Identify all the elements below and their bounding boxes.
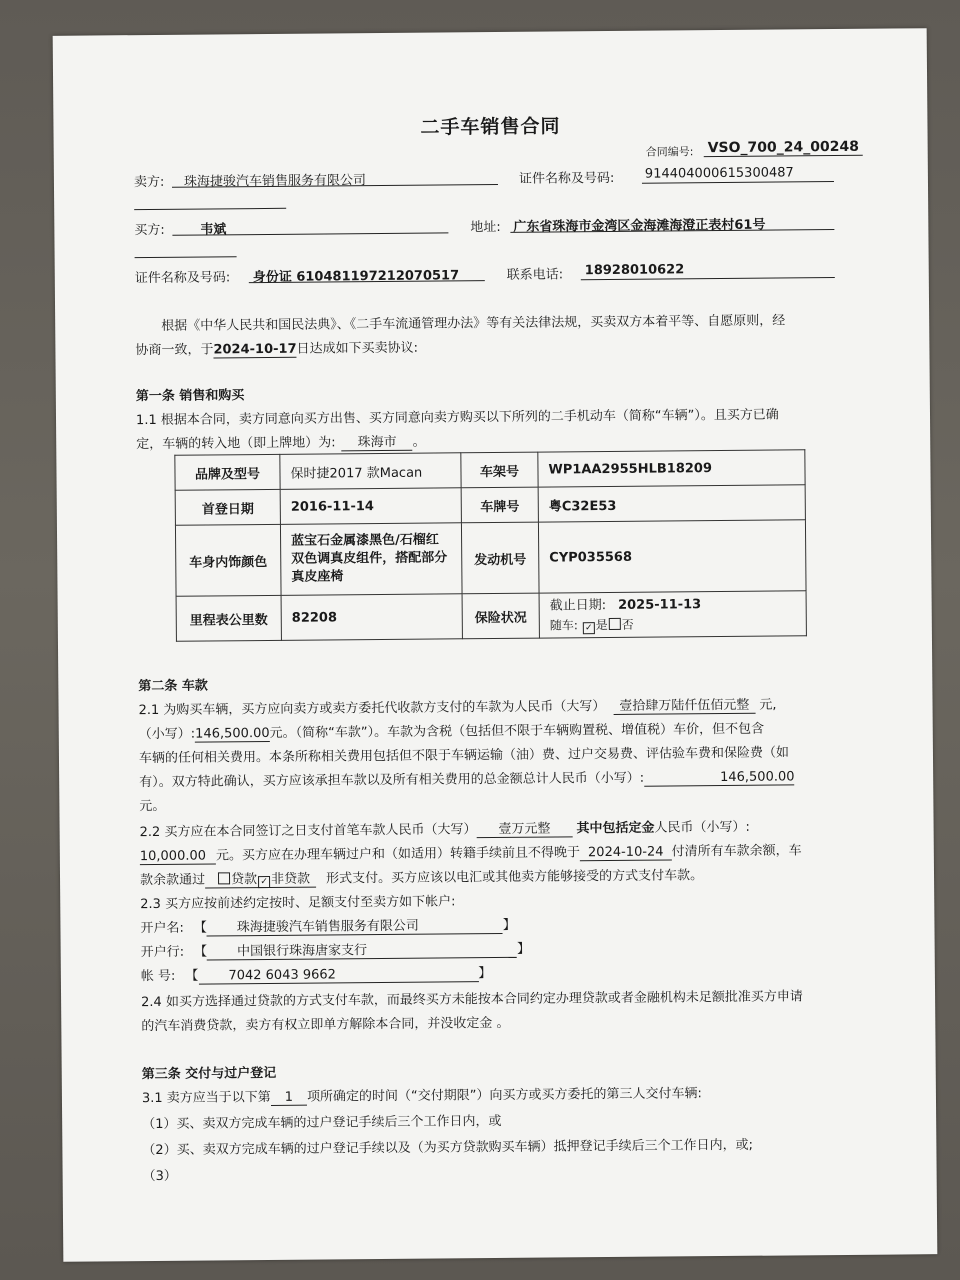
table-row <box>176 591 806 641</box>
article-2-1-line-2 <box>139 718 764 742</box>
article-1-1-line-2: 定，车辆的转入地（即上牌地）为: 珠海市 。 <box>136 431 426 454</box>
account-no-label: 帐 号: <box>140 968 176 985</box>
brand-label: 品牌及型号 <box>175 454 280 490</box>
buyer-id-label: 证件名称及号码: <box>134 270 231 287</box>
first-reg-value: 2016-11-14 <box>280 488 461 525</box>
insurance-expiry-label: 截止日期: <box>549 598 607 614</box>
price-lowercase: 146,500.00 <box>195 725 270 742</box>
article-2-1-line-3: 车辆的任何相关费用。本条所称相关费用包括但不限于车辆运输（油）费、过户交易费、评估验车费和保险费（如 <box>138 745 790 767</box>
article-2-title: 第二条 车款 <box>138 678 208 695</box>
article-2-2-line-3 <box>140 864 703 889</box>
art2-1-text-d: 元。（简称“车款”）。车款为含税（包括但不限于车辆购置税、增值税）车价，但不包含 <box>269 721 765 741</box>
engine-value: CYP035568 <box>538 520 806 593</box>
intro-line-2 <box>135 337 418 358</box>
account-no-row: 帐 号: 【 7042 6043 9662 】 <box>140 966 492 985</box>
buyer-address: 广东省珠海市金湾区金海滩海澄正表村61号 <box>513 217 766 235</box>
color-label: 车身内饰颜色 <box>175 524 281 596</box>
art2-1-text-b: 元, <box>759 697 777 713</box>
table-row <box>175 520 806 596</box>
account-bank-label: 开户行: <box>140 944 185 961</box>
seller-id-label: 证件名称及号码: <box>518 170 615 187</box>
article-3-1 <box>142 1082 702 1107</box>
phone-label: 联系电话: <box>506 267 564 283</box>
vin-label: 车架号 <box>461 452 538 488</box>
contract-paper <box>53 28 938 1262</box>
checked-box-icon[interactable]: ✓ <box>258 876 270 888</box>
article-2-2-line-2 <box>140 839 802 865</box>
art2-1-text-f: 有）。双方特此确认，买方应该承担车款以及所有相关费用的总金额总计人民币（小写）: <box>139 770 645 791</box>
art2-1-text-a: 2.1 为购买车辆，买方应向卖方或卖方委托代收款方支付的车款为人民币（大写） <box>138 699 606 719</box>
total-amount: 146,500.00 <box>644 769 795 786</box>
account-name: 珠海捷骏汽车销售服务有限公司 <box>207 914 503 937</box>
contract-no: VSO_700_24_00248 <box>704 139 863 157</box>
article-1-1-line-1: 1.1 根据本合同，卖方同意向买方出售、买方同意向卖方购买以下所列的二手机动车（简称“车辆”）。且买方已确 <box>135 407 779 429</box>
art2-2-text-g: 形式支付。买方应该以电汇或其他卖方能够接受的方式支付车款。 <box>326 868 704 887</box>
table-row <box>175 450 805 490</box>
contract-no-label: 合同编号: <box>645 145 694 159</box>
vehicle-info-table <box>174 449 807 641</box>
seller-label: 卖方: <box>133 174 165 191</box>
address-underline-2 <box>135 256 237 258</box>
art1-text: 定，车辆的转入地（即上牌地）为: <box>136 435 336 453</box>
article-2-1-line-1 <box>138 694 776 720</box>
agreement-date: 2024-10-17 <box>213 341 297 358</box>
account-bank: 中国银行珠海唐家支行 <box>207 938 517 961</box>
insurance-label: 保险状况 <box>462 593 539 639</box>
account-number: 7042 6043 9662 <box>198 966 478 984</box>
no-loan-option: 非贷款 <box>271 871 311 887</box>
buyer-name: 韦斌 <box>200 222 227 238</box>
intro-line-1: 根据《中华人民共和国民法典》、《二手车流通管理办法》等有关法律法规，买卖双方本着平等、自愿原则，经 <box>161 313 786 334</box>
mileage-label: 里程表公里数 <box>176 595 281 641</box>
plate-label: 车牌号 <box>461 487 538 523</box>
art2-2-text-e: 付清所有车款余额，车 <box>671 843 802 860</box>
buyer-label: 买方: <box>134 222 165 239</box>
art3-1-text-a: 3.1 卖方应当于以下第 <box>141 1089 271 1107</box>
article-2-1-line-4 <box>139 765 794 791</box>
art2-2-text-f: 款余款通过 <box>139 872 206 889</box>
plate-value: 粤C32E53 <box>538 485 805 522</box>
intro-text-a: 协商一致，于 <box>135 342 214 359</box>
buyer-phone: 18928010622 <box>584 262 685 279</box>
checkbox-icon[interactable] <box>218 872 230 884</box>
seller-id: 914404000615300487 <box>644 165 794 182</box>
article-3-option-3: （3） <box>142 1168 177 1185</box>
brand-value: 保时捷2017 款Macan <box>280 453 461 490</box>
article-2-4-line-1: 2.4 如买方选择通过贷款的方式支付车款，而最终买方未能按本合同约定办理贷款或者金融机构未足额批准买方申请 <box>141 989 803 1011</box>
art2-1-text-c: （小写）: <box>138 726 196 743</box>
buyer-id: 身份证 610481197212070517 <box>252 268 460 286</box>
document-title: 二手车销售合同 <box>420 115 561 139</box>
insurance-follow-label: 随车: <box>549 618 578 633</box>
table-row <box>175 485 805 525</box>
article-3-title: 第三条 交付与过户登记 <box>141 1065 277 1083</box>
article-1-title: 第一条 销售和购买 <box>135 388 245 405</box>
delivery-item-number: 1 <box>271 1090 307 1106</box>
yes-option: 是 <box>595 618 608 633</box>
art3-1-text-b: 项所确定的时间（“交付期限”）向买方或买方委托的第三人交付车辆: <box>306 1086 702 1105</box>
seller-name: 珠海捷骏汽车销售服务有限公司 <box>183 173 367 190</box>
art2-2-text-a: 2.2 买方应在本合同签订之日支付首笔车款人民币（大写） <box>139 822 477 841</box>
insurance-cell <box>539 591 806 638</box>
article-2-4-line-2: 的汽车消费贷款，卖方有权立即单方解除本合同，并没收定金 。 <box>141 1015 510 1035</box>
price-uppercase: 壹拾肆万陆仟伍佰元整 <box>613 694 755 715</box>
registration-city: 珠海市 <box>342 431 413 452</box>
seller-id-underline-2 <box>134 208 286 210</box>
intro-text-b: 日达成如下买卖协议: <box>296 340 419 357</box>
article-3-option-1: （1）买、卖双方完成车辆的过户登记手续后三个工作日内，或 <box>142 1113 502 1133</box>
address-label: 地址: <box>470 219 501 236</box>
no-option: 否 <box>621 617 634 632</box>
vin-value: WP1AA2955HLB18209 <box>538 450 805 487</box>
deposit-text: 其中包括定金 <box>576 820 655 837</box>
insurance-expiry: 2025-11-13 <box>617 597 702 613</box>
art2-2-text-d: 元。买方应在办理车辆过户和（如适用）转籍手续前且不得晚于 <box>215 845 581 864</box>
first-payment-uppercase: 壹万元整 <box>476 817 572 838</box>
art2-2-text-c: 人民币（小写）: <box>654 819 750 836</box>
first-reg-label: 首登日期 <box>175 489 280 525</box>
mileage-value: 82208 <box>281 594 462 641</box>
engine-label: 发动机号 <box>461 522 539 594</box>
account-bank-row: 开户行: 【 中国银行珠海唐家支行 】 <box>141 938 531 961</box>
article-3-option-2: （2）买、卖双方完成车辆的过户登记手续以及（为买方贷款购买车辆）抵押登记手续后三个工作日内，或; <box>142 1137 754 1159</box>
checkbox-icon[interactable] <box>609 618 621 630</box>
article-2-3: 2.3 买方应按前述约定按时、足额支付至卖方如下帐户: <box>140 894 456 913</box>
final-payment-date: 2024-10-24 <box>580 844 672 861</box>
color-value: 蓝宝石金属漆黑色/石榴红双色调真皮组件，搭配部分真皮座椅 <box>280 523 462 596</box>
first-payment-lowercase: 10,000.00 <box>140 848 216 865</box>
article-2-1-line-5: 元。 <box>139 798 166 815</box>
account-name-row: 开户名: 【 珠海捷骏汽车销售服务有限公司 】 <box>140 914 516 937</box>
loan-option: 贷款 <box>230 872 258 888</box>
checked-box-icon[interactable]: ✓ <box>583 622 595 634</box>
article-2-2-line-1 <box>140 816 750 841</box>
account-name-label: 开户名: <box>140 920 184 937</box>
